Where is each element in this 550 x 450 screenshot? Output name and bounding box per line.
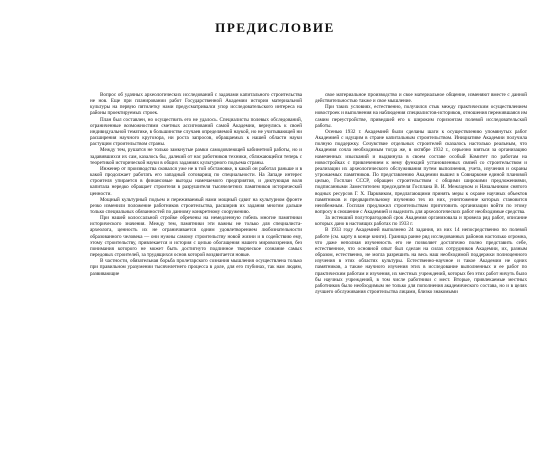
paragraph: План был составлен, но осуществить его не удалось. Специалисты полевых обследований, ограниченные возможностями сметных ассигнований самой Академии, вернулись к своей индивидуальной тематике, в большинстве случаев определяемой наукой, но не учитывающей ни расширения научного кругозора, ни роста запросов, обращаемых к нашей области науки растущим строительством страны. (90, 116, 302, 148)
page-title: ПРЕДИСЛОВИЕ (215, 20, 335, 35)
paragraph: При таких условиях, естественно, получился стык между практическим осуществлением новостроек и выполнения на наблюдения специалистов-историков, отношения пережившаяся им самим переустройстве, приведшей его к широким горизонтам полевой исследовательской работы. (315, 104, 527, 129)
left-text-column (90, 92, 302, 277)
paragraph: Между тем, рушатся не только замкнутые рамки самодовлеющей кабинетной работы, но и задавившихся их сам, казалось бы, далекий от нас работников техники, сближающейся теперь с теоретикой исторической науки в общих заданиях культурного подъема страны. (90, 147, 302, 166)
paragraph: свое материальное производство и свое материальное общение, изменяют вместе с данной действительностью также и свое мышление. (315, 92, 527, 105)
right-text-column (315, 92, 527, 295)
paragraph: За истекший полуторагодовой срок Академия организовала и провела ряд работ, описание которых дано в настоящих работах по 1933 г. (315, 215, 527, 228)
paragraph: В 1933 году Академией выполнено 24 задания, из них 14 непосредственно по полевой работе (см. карту в конце книги). Граница ранне ряд исследованных районов настолько огромна, что даже неполная изученность его не позволяет достаточно полно представить себе, естественное, что основной опыт был сделан на силах сотрудников Академии, их, разным образом, естественно, не могла разрешить на весь наш необходимой поддержки полноценного изучения в этих областях культуры. Естественно-научное и такое Академии не одних памятников, а также научного изучения этих в исследование выполненных и ее работ по практическим работам и изучения, их местных учреждений, которых без этих работ ничуть было бы научных учреждений, в том числе работники с мест. Вторые, привлекаемые местных работников было необходимым не только для пополнения академического состава, но и в целях лучшего обслуживания строительства лицами, близко знакомыми (315, 227, 527, 295)
paragraph: Инженер от производства сковался уже не в той обстановке, в какой он работал раньше и в какой продолжает работать его западный сотоварищ по специальности. На Западе интерес строителя упирается в финансовые выгоды намечаемого предприятия, и диктующая воля капитала нередко обращает строителя в разрушителя тысячелетних памятников исторической ценности. (90, 165, 302, 197)
paragraph: В частности, обязательная борьба пролетарского сознания мышления осуществлена только при правильном уразумении тысячелетнего процесса в доле, для его глубинах, так нам людям, развивающие (90, 258, 302, 277)
paragraph: Осенью 1932 г. Академией были сделаны шаги к осуществлению упомянутых работ Академией с идущим в стране капитальным строительством. Инициативе Академии получила полную поддержку. Сочувствие отдельных строителей сказалось настолько реальным, что Академия сочла необходимым тогда же, в октябре 1932 г., серьезно взяться за организацию намеченных изысканий и выдвинула в своем составе особый Комитет по работам на новостройках с привлечением к нему функций установленных связей со строительством и реализации их археологического обслуживания путем выполнения, учета, изучения и охраны угрожаемых памятников. По представлению Академии вышел в Совнаркоме единой плановой целью, Госплан СССР, обращен строительством с общими широкими предложениями, подписанными Заместителем председателя Госплана В. И. Межлауком и Начальником снятого водных ресурсов Г. X. Парквиком, предлагающими принять меры к охране научных объектов памятников и предварительному изучению тех из них, уничтожение которых становится неизбежным. Госплан предложил строительствам приготовить организации войти по этому вопросу в сношение с Академией и выделить для археологических работ необходимые средства. (315, 128, 527, 215)
paragraph: При нашей колоссальной стройке обречены на немедленную гибель многие памятники исторического значения. Между тем, памятники эти важны не только для специалиста-археолога, ценность их не ограничивается одним удовлетворением любознательности образованного человека — они нужны самому строительству новой жизни и в содействию ему, этому строительству, привлекается и история с целью обогащения нашего мировоззрения, без понимания которого не может быть достигнуто подлинное творческое сознание самых передовых строителей, за трудящихся основ которой воздвигается новые. (90, 215, 302, 259)
paragraph: Мощный культурный подъем и переживаемый нами мощный сдвиг на культурном фронте резко изменили положение работников строительства, расширив их задания многим дальше только специальных обязанностей по данному конкретному сооружению. (90, 196, 302, 215)
paragraph: Вопрос об удачных археологических исследований с задачами капитального строительства не нов. Еще при планировании работ Государственной Академии истории материальной культуры на первую пятилетку нами предусматривался упор исследовательского интереса на районы проектируемых строек. (90, 92, 302, 117)
